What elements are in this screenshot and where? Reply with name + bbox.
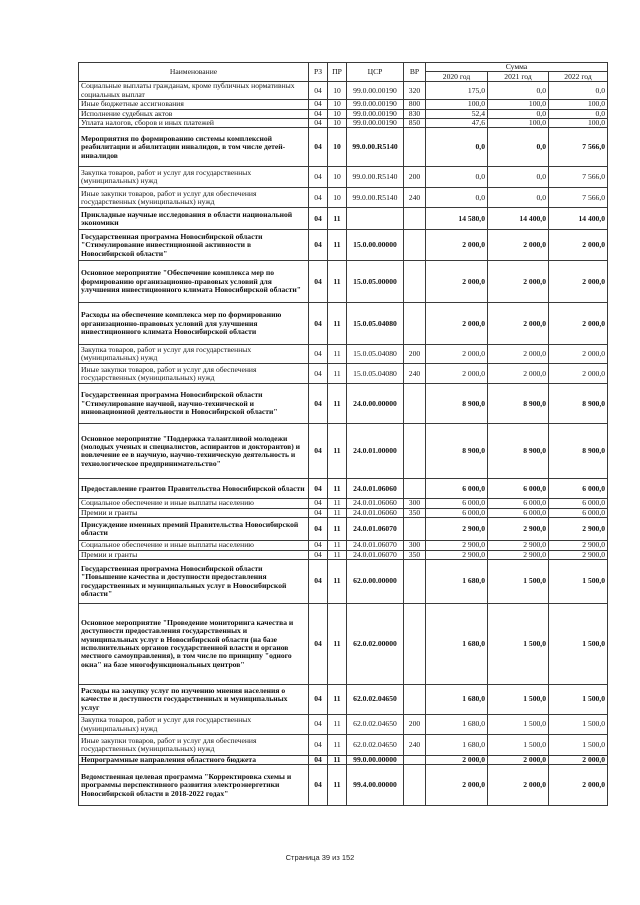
- cell-vr: [404, 685, 426, 715]
- cell-csr: 99.0.00.00190: [347, 109, 404, 118]
- cell-sum-2020: 0,0: [426, 128, 488, 167]
- cell-pr: 11: [328, 345, 347, 364]
- cell-pr: 11: [328, 715, 347, 735]
- cell-vr: [404, 230, 426, 261]
- cell-vr: [404, 479, 426, 499]
- cell-vr: 320: [404, 82, 426, 100]
- cell-sum-2022: 2 000,0: [549, 364, 608, 384]
- cell-sum-2020: 8 900,0: [426, 384, 488, 424]
- cell-sum-2020: 8 900,0: [426, 424, 488, 479]
- cell-vr: 350: [404, 550, 426, 559]
- cell-rz: 04: [309, 261, 328, 303]
- table-header: [79, 63, 608, 82]
- cell-pr: 11: [328, 208, 347, 230]
- cell-rz: 04: [309, 230, 328, 261]
- table-row: [79, 230, 608, 261]
- cell-sum-2021: 6 000,0: [488, 499, 549, 508]
- cell-sum-2022: 2 000,0: [549, 230, 608, 261]
- cell-csr: 99.0.00.R5140: [347, 188, 404, 208]
- cell-csr: 62.0.00.00000: [347, 560, 404, 604]
- cell-name: Основное мероприятие "Проведение мониторинга качества и доступности предоставления государственных и муниципальных услуг в Новосибирской области (на базе исполнительных органов государственной власти и органов местного самоуправления), в том числе по принципу "одного окна" на базе многофункциональных центров": [79, 604, 309, 685]
- cell-sum-2022: 2 000,0: [549, 303, 608, 345]
- cell-vr: 240: [404, 188, 426, 208]
- cell-sum-2021: 2 000,0: [488, 261, 549, 303]
- cell-sum-2021: 6 000,0: [488, 508, 549, 517]
- cell-rz: 04: [309, 550, 328, 559]
- cell-sum-2022: 1 500,0: [549, 560, 608, 604]
- table-row: [79, 188, 608, 208]
- cell-sum-2021: 0,0: [488, 128, 549, 167]
- table-row: [79, 109, 608, 118]
- header-rz: РЗ: [309, 63, 328, 82]
- cell-rz: 04: [309, 345, 328, 364]
- table-row: [79, 765, 608, 806]
- cell-csr: 15.0.05.04080: [347, 303, 404, 345]
- cell-sum-2021: 1 500,0: [488, 715, 549, 735]
- cell-vr: [404, 384, 426, 424]
- header-vr: ВР: [404, 63, 426, 82]
- header-row: [79, 63, 608, 72]
- cell-vr: [404, 765, 426, 806]
- cell-sum-2020: 6 000,0: [426, 479, 488, 499]
- cell-name: Предоставление грантов Правительства Новосибирской области: [79, 479, 309, 499]
- table-row: [79, 508, 608, 517]
- cell-pr: 11: [328, 261, 347, 303]
- cell-vr: [404, 128, 426, 167]
- cell-sum-2021: 8 900,0: [488, 424, 549, 479]
- cell-rz: 04: [309, 100, 328, 109]
- header-name: Наименование: [79, 63, 309, 82]
- cell-sum-2021: 2 000,0: [488, 765, 549, 806]
- cell-csr: 15.0.05.04080: [347, 364, 404, 384]
- table-row: [79, 128, 608, 167]
- cell-vr: [404, 303, 426, 345]
- cell-sum-2022: 2 900,0: [549, 550, 608, 559]
- cell-sum-2021: 2 900,0: [488, 518, 549, 541]
- cell-csr: 24.0.01.06070: [347, 550, 404, 559]
- cell-csr: 62.0.02.00000: [347, 604, 404, 685]
- cell-sum-2022: 1 500,0: [549, 715, 608, 735]
- table-row: [79, 424, 608, 479]
- cell-rz: 04: [309, 208, 328, 230]
- cell-rz: 04: [309, 541, 328, 550]
- cell-name: Закупка товаров, работ и услуг для государственных (муниципальных) нужд: [79, 345, 309, 364]
- cell-sum-2022: 1 500,0: [549, 685, 608, 715]
- cell-rz: 04: [309, 604, 328, 685]
- cell-rz: 04: [309, 364, 328, 384]
- cell-rz: 04: [309, 499, 328, 508]
- cell-pr: 11: [328, 499, 347, 508]
- cell-name: Закупка товаров, работ и услуг для государственных (муниципальных) нужд: [79, 715, 309, 735]
- cell-vr: 300: [404, 541, 426, 550]
- cell-sum-2021: 6 000,0: [488, 479, 549, 499]
- cell-rz: 04: [309, 560, 328, 604]
- cell-sum-2021: 1 500,0: [488, 560, 549, 604]
- table-body: [79, 82, 608, 806]
- table-row: [79, 479, 608, 499]
- cell-sum-2022: 1 500,0: [549, 735, 608, 756]
- cell-sum-2020: 2 000,0: [426, 303, 488, 345]
- budget-table: [78, 62, 608, 806]
- cell-name: Непрограммные направления областного бюджета: [79, 756, 309, 765]
- cell-csr: 99.0.00.00190: [347, 100, 404, 109]
- cell-name: Ведомственная целевая программа "Корректировка схемы и программы перспективного развития электроэнергетики Новосибирской области в 2018-2022 годах": [79, 765, 309, 806]
- cell-pr: 10: [328, 167, 347, 188]
- cell-sum-2020: 6 000,0: [426, 499, 488, 508]
- cell-csr: 62.0.02.04650: [347, 735, 404, 756]
- table-row: [79, 82, 608, 100]
- cell-sum-2022: 100,0: [549, 119, 608, 128]
- cell-vr: 300: [404, 499, 426, 508]
- cell-rz: 04: [309, 303, 328, 345]
- cell-csr: 24.0.01.06060: [347, 508, 404, 517]
- cell-vr: 850: [404, 119, 426, 128]
- cell-rz: 04: [309, 715, 328, 735]
- cell-pr: 11: [328, 560, 347, 604]
- cell-pr: 11: [328, 765, 347, 806]
- cell-name: Социальное обеспечение и иные выплаты населению: [79, 541, 309, 550]
- cell-csr: 62.0.02.04650: [347, 715, 404, 735]
- cell-vr: 800: [404, 100, 426, 109]
- table-row: [79, 303, 608, 345]
- cell-sum-2022: 6 000,0: [549, 479, 608, 499]
- cell-sum-2022: 14 400,0: [549, 208, 608, 230]
- cell-sum-2021: 2 900,0: [488, 550, 549, 559]
- cell-vr: [404, 208, 426, 230]
- cell-sum-2020: 2 000,0: [426, 261, 488, 303]
- cell-sum-2020: 52,4: [426, 109, 488, 118]
- header-year-2021: 2021 год: [488, 72, 549, 82]
- cell-sum-2021: 2 000,0: [488, 230, 549, 261]
- table-row: [79, 541, 608, 550]
- cell-pr: 11: [328, 508, 347, 517]
- cell-rz: 04: [309, 765, 328, 806]
- table-row: [79, 345, 608, 364]
- cell-sum-2022: 0,0: [549, 82, 608, 100]
- page-number: Страница 39 из 152: [285, 853, 355, 862]
- cell-name: Расходы на обеспечение комплекса мер по формированию организационно-правовых условий для улучшения инвестиционного климата Новосибирской области: [79, 303, 309, 345]
- cell-csr: 99.4.00.00000: [347, 765, 404, 806]
- cell-rz: 04: [309, 424, 328, 479]
- cell-name: Уплата налогов, сборов и иных платежей: [79, 119, 309, 128]
- cell-sum-2022: 2 900,0: [549, 518, 608, 541]
- cell-pr: 10: [328, 128, 347, 167]
- table-row: [79, 560, 608, 604]
- cell-csr: 24.0.01.06070: [347, 541, 404, 550]
- cell-sum-2021: 8 900,0: [488, 384, 549, 424]
- table-row: [79, 735, 608, 756]
- cell-vr: [404, 560, 426, 604]
- cell-vr: 200: [404, 345, 426, 364]
- cell-sum-2022: 7 566,0: [549, 188, 608, 208]
- cell-csr: 99.0.00.R5140: [347, 167, 404, 188]
- cell-csr: 99.0.00.00190: [347, 119, 404, 128]
- cell-pr: 10: [328, 119, 347, 128]
- cell-pr: 11: [328, 735, 347, 756]
- cell-sum-2022: 2 000,0: [549, 345, 608, 364]
- cell-sum-2020: 2 000,0: [426, 765, 488, 806]
- cell-vr: 240: [404, 735, 426, 756]
- cell-rz: 04: [309, 188, 328, 208]
- cell-csr: 99.0.00.00190: [347, 82, 404, 100]
- cell-sum-2020: 1 680,0: [426, 560, 488, 604]
- cell-csr: 62.0.02.04650: [347, 685, 404, 715]
- cell-sum-2020: 2 900,0: [426, 550, 488, 559]
- cell-name: Основное мероприятие "Обеспечение комплекса мер по формированию организационно-правовых условий для улучшения инвестиционного климата Новосибирской области": [79, 261, 309, 303]
- cell-sum-2020: 47,6: [426, 119, 488, 128]
- cell-sum-2020: 1 680,0: [426, 604, 488, 685]
- cell-pr: 11: [328, 303, 347, 345]
- cell-csr: 99.0.00.00000: [347, 756, 404, 765]
- table-row: [79, 364, 608, 384]
- cell-rz: 04: [309, 756, 328, 765]
- cell-vr: 830: [404, 109, 426, 118]
- cell-sum-2020: 2 000,0: [426, 756, 488, 765]
- cell-sum-2021: 14 400,0: [488, 208, 549, 230]
- cell-pr: 11: [328, 364, 347, 384]
- cell-name: Закупка товаров, работ и услуг для государственных (муниципальных) нужд: [79, 167, 309, 188]
- header-pr: ПР: [328, 63, 347, 82]
- cell-name: Присуждение именных премий Правительства Новосибирской области: [79, 518, 309, 541]
- cell-rz: 04: [309, 735, 328, 756]
- cell-sum-2021: 2 000,0: [488, 345, 549, 364]
- cell-vr: 240: [404, 364, 426, 384]
- cell-pr: 10: [328, 82, 347, 100]
- cell-sum-2022: 6 000,0: [549, 499, 608, 508]
- cell-sum-2020: 1 680,0: [426, 685, 488, 715]
- cell-sum-2021: 100,0: [488, 119, 549, 128]
- cell-sum-2020: 14 580,0: [426, 208, 488, 230]
- cell-name: Исполнение судебных актов: [79, 109, 309, 118]
- cell-pr: 11: [328, 518, 347, 541]
- cell-name: Премии и гранты: [79, 508, 309, 517]
- cell-vr: 200: [404, 715, 426, 735]
- cell-sum-2020: 2 900,0: [426, 541, 488, 550]
- cell-pr: 10: [328, 109, 347, 118]
- cell-vr: [404, 424, 426, 479]
- header-year-2020: 2020 год: [426, 72, 488, 82]
- cell-sum-2022: 2 000,0: [549, 765, 608, 806]
- cell-sum-2020: 2 900,0: [426, 518, 488, 541]
- cell-pr: 10: [328, 100, 347, 109]
- cell-sum-2021: 1 500,0: [488, 685, 549, 715]
- cell-rz: 04: [309, 167, 328, 188]
- table-row: [79, 550, 608, 559]
- cell-sum-2021: 2 000,0: [488, 303, 549, 345]
- cell-vr: [404, 518, 426, 541]
- cell-pr: 11: [328, 541, 347, 550]
- cell-pr: 11: [328, 685, 347, 715]
- cell-sum-2022: 2 000,0: [549, 756, 608, 765]
- cell-rz: 04: [309, 518, 328, 541]
- cell-csr: 15.0.00.00000: [347, 230, 404, 261]
- cell-sum-2022: 2 000,0: [549, 261, 608, 303]
- cell-csr: 15.0.05.04080: [347, 345, 404, 364]
- cell-csr: 24.0.01.06060: [347, 499, 404, 508]
- cell-pr: 11: [328, 479, 347, 499]
- cell-name: Государственная программа Новосибирской области "Стимулирование инвестиционной активности в Новосибирской области": [79, 230, 309, 261]
- cell-rz: 04: [309, 82, 328, 100]
- cell-pr: 11: [328, 604, 347, 685]
- cell-pr: 11: [328, 756, 347, 765]
- cell-name: Иные закупки товаров, работ и услуг для обеспечения государственных (муниципальных) нужд: [79, 188, 309, 208]
- cell-name: Премии и гранты: [79, 550, 309, 559]
- cell-csr: 24.0.01.00000: [347, 424, 404, 479]
- header-sum: Сумма: [426, 63, 608, 72]
- table-row: [79, 756, 608, 765]
- cell-rz: 04: [309, 508, 328, 517]
- cell-sum-2022: 100,0: [549, 100, 608, 109]
- cell-pr: 11: [328, 230, 347, 261]
- cell-name: Социальные выплаты гражданам, кроме публичных нормативных социальных выплат: [79, 82, 309, 100]
- cell-sum-2022: 8 900,0: [549, 384, 608, 424]
- cell-rz: 04: [309, 479, 328, 499]
- cell-rz: 04: [309, 685, 328, 715]
- cell-name: Мероприятия по формированию системы комплексной реабилитации и абилитации инвалидов, в том числе детей-инвалидов: [79, 128, 309, 167]
- cell-name: Государственная программа Новосибирской области "Повышение качества и доступности предоставления государственных и муниципальных услуг в Новосибирской области": [79, 560, 309, 604]
- cell-vr: [404, 604, 426, 685]
- cell-name: Государственная программа Новосибирской области "Стимулирование научной, научно-технической и инновационной деятельности в Новосибирской области": [79, 384, 309, 424]
- cell-csr: 99.0.00.R5140: [347, 128, 404, 167]
- cell-vr: 200: [404, 167, 426, 188]
- cell-sum-2022: 6 000,0: [549, 508, 608, 517]
- cell-sum-2021: 0,0: [488, 109, 549, 118]
- table-row: [79, 261, 608, 303]
- cell-sum-2021: 1 500,0: [488, 604, 549, 685]
- cell-sum-2022: 7 566,0: [549, 128, 608, 167]
- table-row: [79, 518, 608, 541]
- cell-sum-2021: 0,0: [488, 188, 549, 208]
- cell-rz: 04: [309, 109, 328, 118]
- cell-name: Иные закупки товаров, работ и услуг для обеспечения государственных (муниципальных) нужд: [79, 735, 309, 756]
- table-row: [79, 604, 608, 685]
- cell-sum-2020: 1 680,0: [426, 735, 488, 756]
- cell-rz: 04: [309, 384, 328, 424]
- table-row: [79, 167, 608, 188]
- cell-sum-2022: 2 900,0: [549, 541, 608, 550]
- cell-pr: 11: [328, 384, 347, 424]
- cell-csr: [347, 208, 404, 230]
- header-csr: ЦСР: [347, 63, 404, 82]
- cell-sum-2020: 0,0: [426, 167, 488, 188]
- table-row: [79, 715, 608, 735]
- cell-name: Иные закупки товаров, работ и услуг для обеспечения государственных (муниципальных) нужд: [79, 364, 309, 384]
- cell-rz: 04: [309, 128, 328, 167]
- cell-sum-2022: 8 900,0: [549, 424, 608, 479]
- cell-pr: 11: [328, 424, 347, 479]
- cell-sum-2022: 1 500,0: [549, 604, 608, 685]
- cell-sum-2020: 2 000,0: [426, 345, 488, 364]
- cell-sum-2020: 1 680,0: [426, 715, 488, 735]
- table-row: [79, 119, 608, 128]
- cell-sum-2021: 0,0: [488, 167, 549, 188]
- cell-vr: [404, 261, 426, 303]
- cell-csr: 24.0.01.06060: [347, 479, 404, 499]
- cell-csr: 15.0.05.00000: [347, 261, 404, 303]
- cell-name: Социальное обеспечение и иные выплаты населению: [79, 499, 309, 508]
- cell-sum-2020: 100,0: [426, 100, 488, 109]
- cell-csr: 24.0.00.00000: [347, 384, 404, 424]
- cell-vr: 350: [404, 508, 426, 517]
- cell-sum-2021: 1 500,0: [488, 735, 549, 756]
- cell-sum-2020: 6 000,0: [426, 508, 488, 517]
- table-row: [79, 384, 608, 424]
- cell-pr: 10: [328, 188, 347, 208]
- cell-sum-2021: 100,0: [488, 100, 549, 109]
- cell-sum-2021: 2 000,0: [488, 756, 549, 765]
- table-row: [79, 499, 608, 508]
- cell-sum-2020: 175,0: [426, 82, 488, 100]
- cell-rz: 04: [309, 119, 328, 128]
- header-year-2022: 2022 год: [549, 72, 608, 82]
- cell-sum-2020: 2 000,0: [426, 364, 488, 384]
- cell-sum-2021: 0,0: [488, 82, 549, 100]
- cell-name: Иные бюджетные ассигнования: [79, 100, 309, 109]
- cell-csr: 24.0.01.06070: [347, 518, 404, 541]
- cell-sum-2020: 0,0: [426, 188, 488, 208]
- cell-name: Прикладные научные исследования в области национальной экономики: [79, 208, 309, 230]
- cell-sum-2021: 2 900,0: [488, 541, 549, 550]
- table-row: [79, 100, 608, 109]
- cell-name: Основное мероприятие "Поддержка талантливой молодежи (молодых ученых и специалистов, аспирантов и докторантов) и вовлечение ее в научную, научно-техническую деятельность и технологическое предпринимательство": [79, 424, 309, 479]
- table-row: [79, 208, 608, 230]
- cell-pr: 11: [328, 550, 347, 559]
- cell-vr: [404, 756, 426, 765]
- cell-sum-2020: 2 000,0: [426, 230, 488, 261]
- cell-sum-2021: 2 000,0: [488, 364, 549, 384]
- cell-sum-2022: 7 566,0: [549, 167, 608, 188]
- cell-sum-2022: 0,0: [549, 109, 608, 118]
- table-row: [79, 685, 608, 715]
- cell-name: Расходы на закупку услуг по изучению мнения населения о качестве и доступности государственных и муниципальных услуг: [79, 685, 309, 715]
